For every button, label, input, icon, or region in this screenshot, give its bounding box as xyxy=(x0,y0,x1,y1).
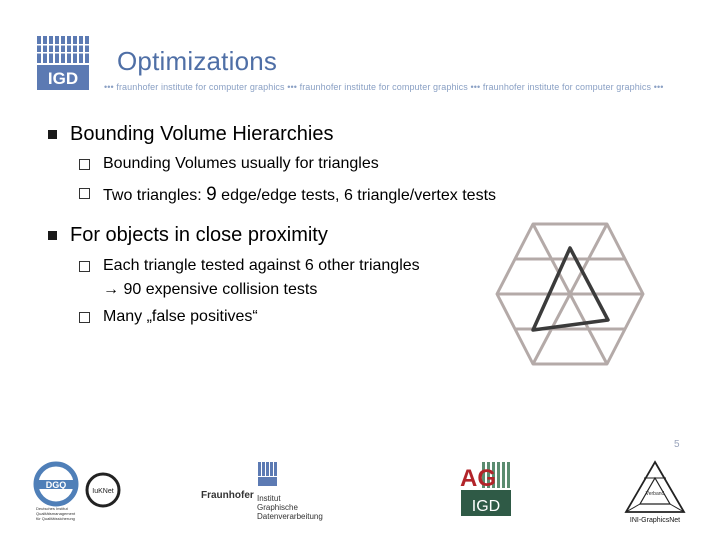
svg-text:Verband: Verband xyxy=(645,491,665,497)
bullet-label: Bounding Volume Hierarchies xyxy=(70,123,334,145)
svg-text:IuKNet: IuKNet xyxy=(92,488,114,495)
checkbox-bullet-icon xyxy=(79,159,90,170)
sub-bullet-text: Bounding Volumes usually for triangles xyxy=(103,155,379,172)
svg-text:Fraunhofer: Fraunhofer xyxy=(201,490,254,501)
sub-bullet-text: Many „false positives“ xyxy=(103,308,258,325)
dgq-certification-logo xyxy=(30,460,125,522)
svg-text:für Qualitätssicherung: für Qualitätssicherung xyxy=(36,516,75,521)
checkbox-bullet-icon xyxy=(79,312,90,323)
bullet-square-icon xyxy=(48,231,57,240)
svg-text:IGD: IGD xyxy=(471,498,501,515)
svg-text:Graphische: Graphische xyxy=(257,503,298,512)
arrow-line: → 90 expensive collision tests xyxy=(103,281,318,298)
svg-text:Datenverarbeitung: Datenverarbeitung xyxy=(257,512,323,521)
svg-text:AG: AG xyxy=(460,465,496,492)
sub-bullet-text: Two triangles: 9 edge/edge tests, 6 triangle/vertex tests xyxy=(103,184,497,205)
page-number: 5 xyxy=(674,439,680,450)
igd-logo-text: IGD xyxy=(47,69,79,88)
arrow-right-icon: → xyxy=(103,281,119,298)
fraunhofer-igd-logo xyxy=(200,462,340,524)
svg-text:Deutsches Institut: Deutsches Institut xyxy=(36,506,68,511)
checkbox-bullet-icon xyxy=(79,188,90,199)
tagline: ••• fraunhofer institute for computer graphics ••• fraunhofer institute for computer graphics ••• fraunhofer institute for computer graphics ••• xyxy=(104,82,664,92)
bullet-label: For objects in close proximity xyxy=(70,224,328,246)
page-title: Optimizations xyxy=(117,46,278,76)
ag-igd-logo xyxy=(458,460,514,517)
hexagon-triangle-figure xyxy=(495,220,645,370)
bullet-square-icon xyxy=(48,130,57,139)
ini-graphicsnet-logo xyxy=(622,460,688,524)
sub-bullet-text: Each triangle tested against 6 other triangles xyxy=(103,257,420,274)
igd-logo xyxy=(37,36,91,90)
checkbox-bullet-icon xyxy=(79,261,90,272)
svg-text:Institut: Institut xyxy=(257,494,281,503)
svg-text:INI-GraphicsNet: INI-GraphicsNet xyxy=(629,517,681,524)
svg-text:DGQ: DGQ xyxy=(45,480,67,490)
svg-text:Qualitätsmanagement: Qualitätsmanagement xyxy=(36,511,76,516)
